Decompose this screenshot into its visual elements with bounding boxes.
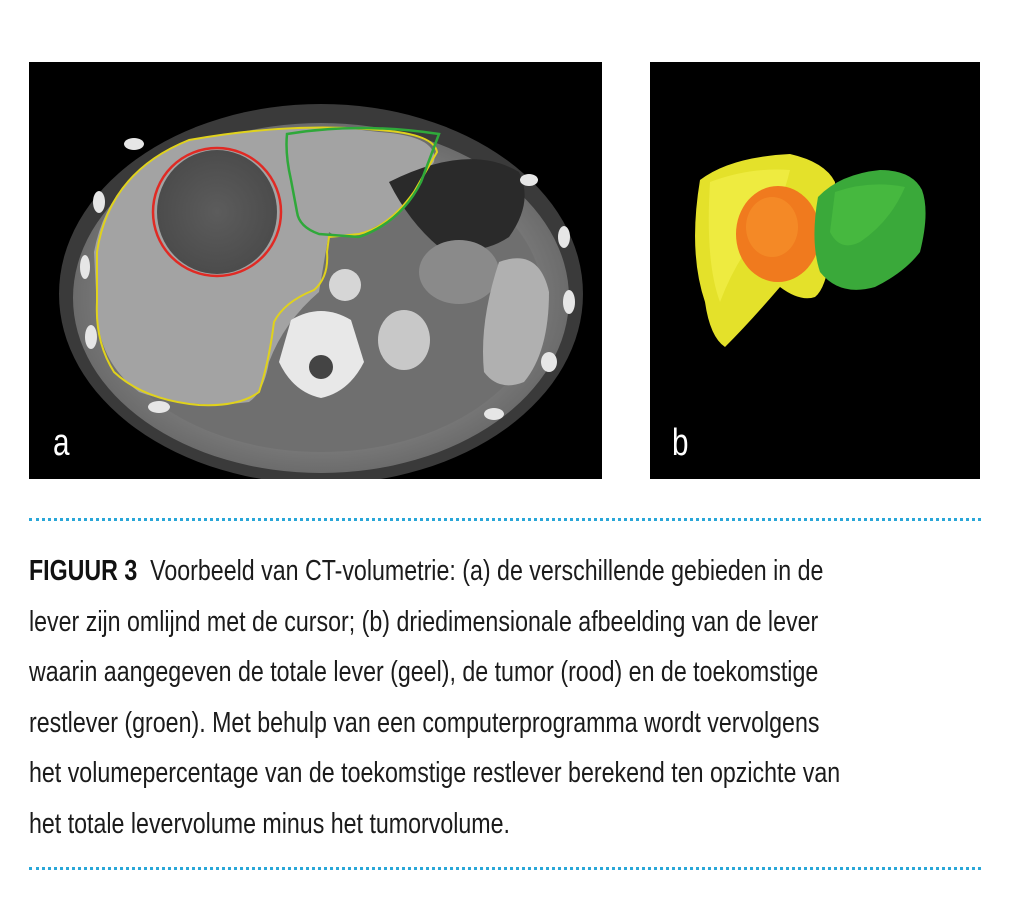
- tumor-lesion: [157, 150, 277, 274]
- caption-line-1: [29, 546, 973, 597]
- 3d-reconstruction-panel: [650, 62, 980, 479]
- bowel: [419, 240, 499, 304]
- ct-scan-panel: [29, 62, 602, 479]
- caption-line-5: het volumepercentage van de toekomstige restlever berekend ten opzichte van: [29, 757, 841, 789]
- left-kidney: [378, 310, 430, 370]
- dotted-divider-top: [29, 518, 981, 521]
- panel-b-label: b: [672, 422, 689, 464]
- spinal-canal: [309, 355, 333, 379]
- caption-line-3: waarin aangegeven de totale lever (geel), de tumor (rood) en de toekomstige: [29, 656, 819, 688]
- caption-line-2: lever zijn omlijnd met de cursor; (b) driedimensionale afbeelding van de lever: [29, 605, 819, 638]
- figure-label: FIGUUR 3: [29, 555, 138, 587]
- tumor-highlight: [746, 197, 798, 257]
- liver-3d-render: [650, 62, 980, 479]
- ct-axial-slice-image: [29, 62, 602, 479]
- aorta: [329, 269, 361, 301]
- figure-caption: [29, 546, 973, 849]
- caption-text-1: Voorbeeld van CT-volumetrie: (a) de verschillende gebieden in de: [150, 555, 824, 587]
- panel-a-label: a: [53, 422, 70, 464]
- dotted-divider-bottom: [29, 867, 981, 870]
- caption-line-4: restlever (groen). Met behulp van een computerprogramma wordt vervolgens: [29, 706, 820, 739]
- caption-line-6: het totale levervolume minus het tumorvolume.: [29, 807, 510, 840]
